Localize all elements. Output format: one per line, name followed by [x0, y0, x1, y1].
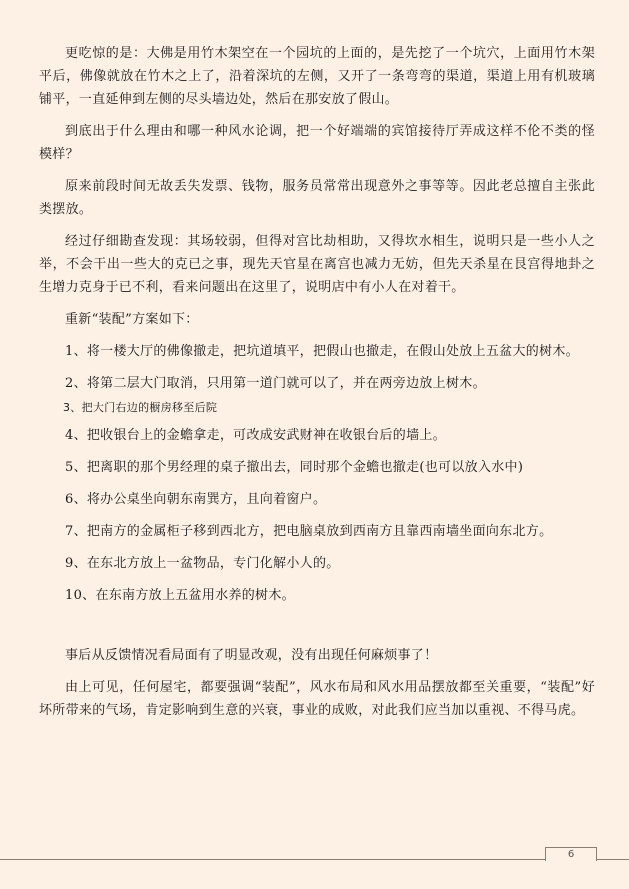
list-item: 6、将办公桌坐向朝东南巽方，且向着窗户。 [65, 492, 327, 507]
list-item: 9、在东北方放上一盆物品，专门化解小人的。 [65, 556, 340, 571]
paragraph: 由上可见，任何屋宅，都要强调“装配”，风水布局和风水用品摆放都至关重要，“装配”好坏所带来的气场，肯定影响到生意的兴衰，事业的成败，对此我们应当加以重视、不得马虎。 [39, 680, 595, 718]
list-item: 2、将第二层大门取消，只用第一道门就可以了，并在两旁边放上树木。 [65, 376, 486, 391]
list-item: 10、在东南方放上五盆用水养的树木。 [65, 588, 295, 603]
paragraph: 事后从反馈情况看局面有了明显改观，没有出现任何麻烦事了！ [65, 648, 438, 663]
footer-divider [0, 859, 629, 860]
page-content [39, 42, 595, 731]
plan-heading: 重新“装配”方案如下： [65, 312, 199, 327]
paragraph: 到底出于什么理由和哪一种风水论调，把一个好端端的宾馆接待厅弄成这样不伦不类的怪模样？ [39, 124, 595, 162]
list-item: 3、把大门右边的橱房移至后院 [63, 401, 218, 414]
paragraph: 更吃惊的是：大佛是用竹木架空在一个园坑的上面的，是先挖了一个坑穴，上面用竹木架平后，佛像就放在竹木之上了，沿着深坑的左侧，又开了一条弯弯的渠道，渠道上用有机玻璃铺平，一直延伸到左侧的尽头墙边处，然后在那安放了假山。 [39, 46, 595, 107]
list-item: 1、将一楼大厅的佛像撤走，把坑道填平，把假山也撤走，在假山处放上五盆大的树木。 [65, 344, 579, 359]
page-number: 6 [545, 847, 597, 861]
spacer [39, 616, 595, 644]
list-item: 7、把南方的金属柜子移到西北方，把电脑桌放到西南方且靠西南墙坐面向东北方。 [65, 524, 553, 539]
list-item: 5、把离职的那个男经理的桌子撤出去，同时那个金蟾也撤走(也可以放入水中) [65, 460, 524, 475]
list-item: 4、把收银台上的金蟾拿走，可改成安武财神在收银台后的墙上。 [65, 428, 446, 443]
paragraph: 经过仔细勘查发现：其场较弱，但得对宫比劫相助，又得坎水相生，说明只是一些小人之举，不会干出一些大的克已之事，现先天官星在离宫也减力无妨，但先天杀星在艮宫得地卦之生增力克身于已不利，看来问题出在这里了，说明店中有小人在对着干。 [39, 234, 595, 295]
paragraph: 原来前段时间无故丢失发票、钱物，服务员常常出现意外之事等等。因此老总擅自主张此类摆放。 [39, 179, 595, 217]
